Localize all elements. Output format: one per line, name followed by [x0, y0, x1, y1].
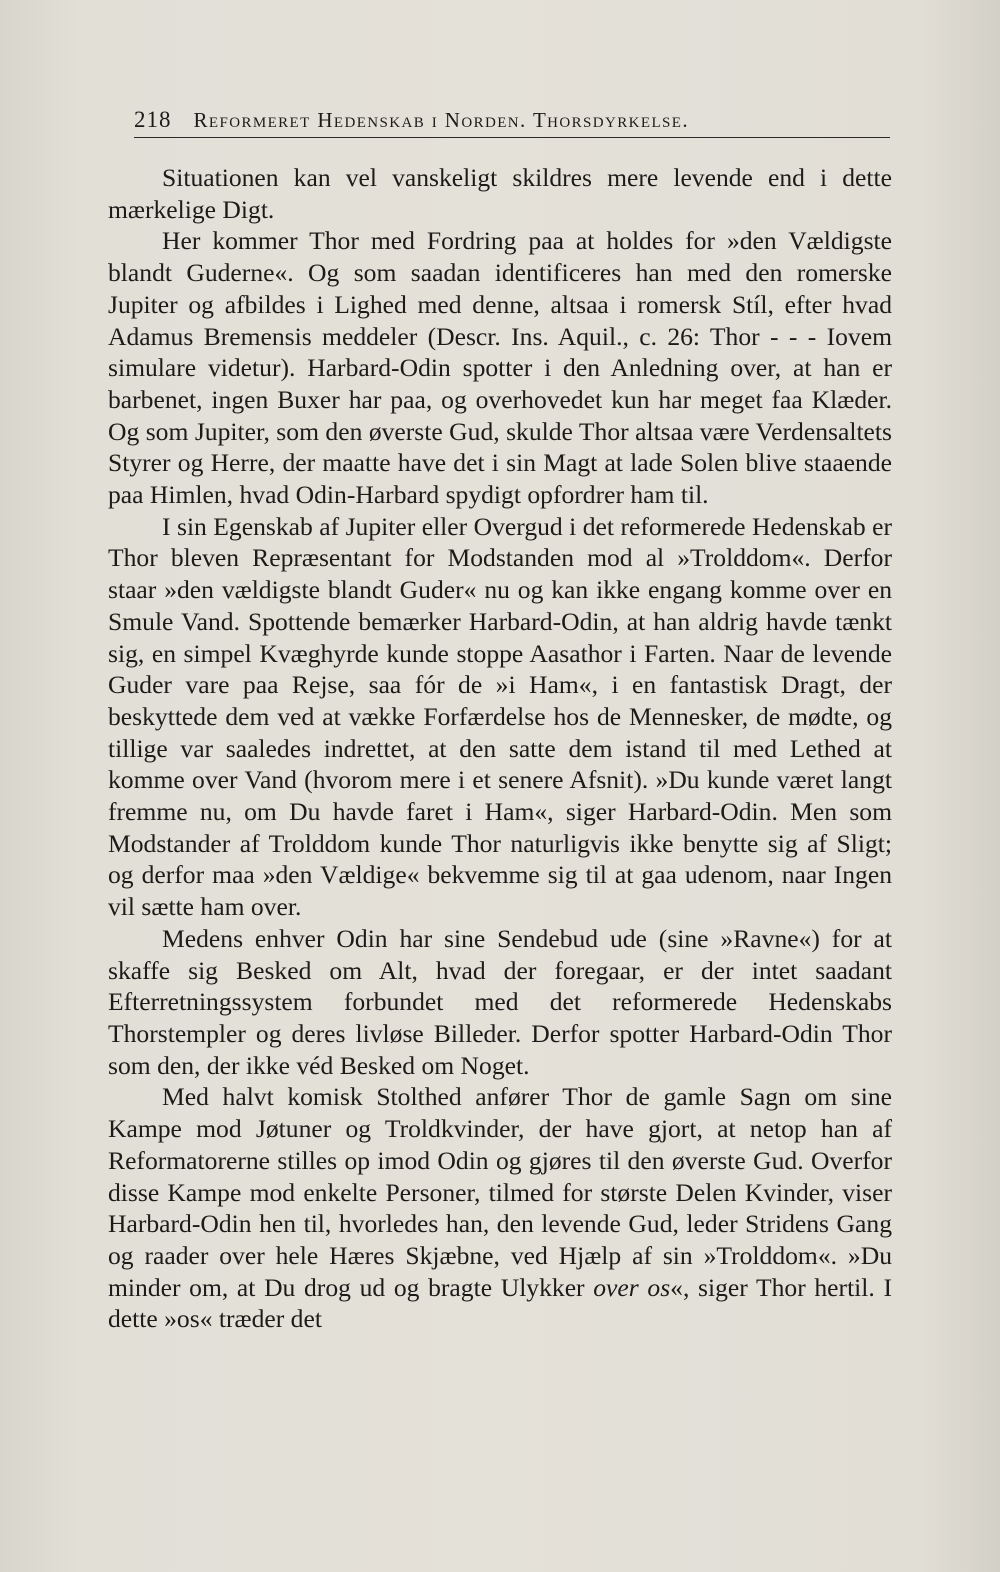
page-number: 218 [134, 107, 172, 132]
paragraph: Her kommer Thor med Fordring paa at holdes for »den Vældigste blandt Guderne«. Og som saadan identificeres han med den romerske Jupiter og afbildes i Lighed med denne, altsaa i romersk Stíl, efter hvad Adamus Bremensis meddeler (Descr. Ins. Aquil., c. 26: Thor - - - Iovem simulare videtur). Harbard-Odin spotter i den Anledning over, at han er barbenet, ingen Buxer har paa, og overhovedet kun har meget faa Klæder. Og som Jupiter, som den øverste Gud, skulde Thor altsaa være Verdensaltets Styrer og Herre, der maatte have det i sin Magt at lade Solen blive staaende paa Himlen, hvad Odin-Harbard spydigt opfordrer ham til. [108, 226, 892, 510]
paragraph: Situationen kan vel vanskeligt skildres mere levende end i dette mærkelige Digt. [108, 163, 892, 224]
running-head [134, 98, 890, 138]
paragraph [108, 1081, 892, 1335]
italic-emphasis: over os [593, 1272, 671, 1302]
body-text [108, 162, 892, 1335]
paragraph: Medens enhver Odin har sine Sendebud ude (sine »Ravne«) for at skaffe sig Besked om Alt, hvad der foregaar, er der intet saadant Efterretningssystem forbundet med det reformerede Hedenskabs Thorstempler og deres livløse Billeder. Derfor spotter Harbard-Odin Thor som den, der ikke véd Besked om Noget. [108, 923, 892, 1080]
paragraph: I sin Egenskab af Jupiter eller Overgud i det reformerede Hedenskab er Thor bleven Repræsentant for Modstanden mod al »Trolddom«. Derfor staar »den vældigste blandt Guder« nu og kan ikke engang komme over en Smule Vand. Spottende bemærker Harbard-Odin, at han aldrig havde tænkt sig, en simpel Kvæghyrde kunde stoppe Aasathor i Farten. Naar de levende Guder vare paa Rejse, saa fór de »i Ham«, i en fantastisk Dragt, der beskyttede dem ved at vække Forfærdelse hos de Mennesker, de mødte, og tillige var saaledes indrettet, at den satte dem istand til med Lethed at komme over Vand (hvorom mere i et senere Afsnit). »Du kunde været langt fremme nu, om Du havde faret i Ham«, siger Harbard-Odin. Men som Modstander af Trolddom kunde Thor naturligvis ikke benytte sig af Sligt; og derfor maa »den Vældige« bekvemme sig til at gaa udenom, naar Ingen vil sætte ham over. [108, 511, 892, 922]
paragraph-text: «, siger Thor hertil. I dette »os« træder det [108, 1272, 892, 1334]
running-title: Reformeret Hedenskab i Norden. Thorsdyrkelse. [193, 108, 689, 132]
paragraph-text: Med halvt komisk Stolthed anfører Thor de gamle Sagn om sine Kampe mod Jøtuner og Troldkvinder, der have gjort, at netop han af Reformatorerne stilles op imod Odin og gjøres til den øverste Gud. Overfor disse Kampe mod enkelte Personer, tilmed for største Delen Kvinder, viser Harbard-Odin hen til, hvorledes han, den levende Gud, leder Stridens Gang og raader over hele Hæres Skjæbne, ved Hjælp af sin »Trolddom«. »Du minder om, at Du drog ud og bragte Ulykker [108, 1082, 892, 1302]
